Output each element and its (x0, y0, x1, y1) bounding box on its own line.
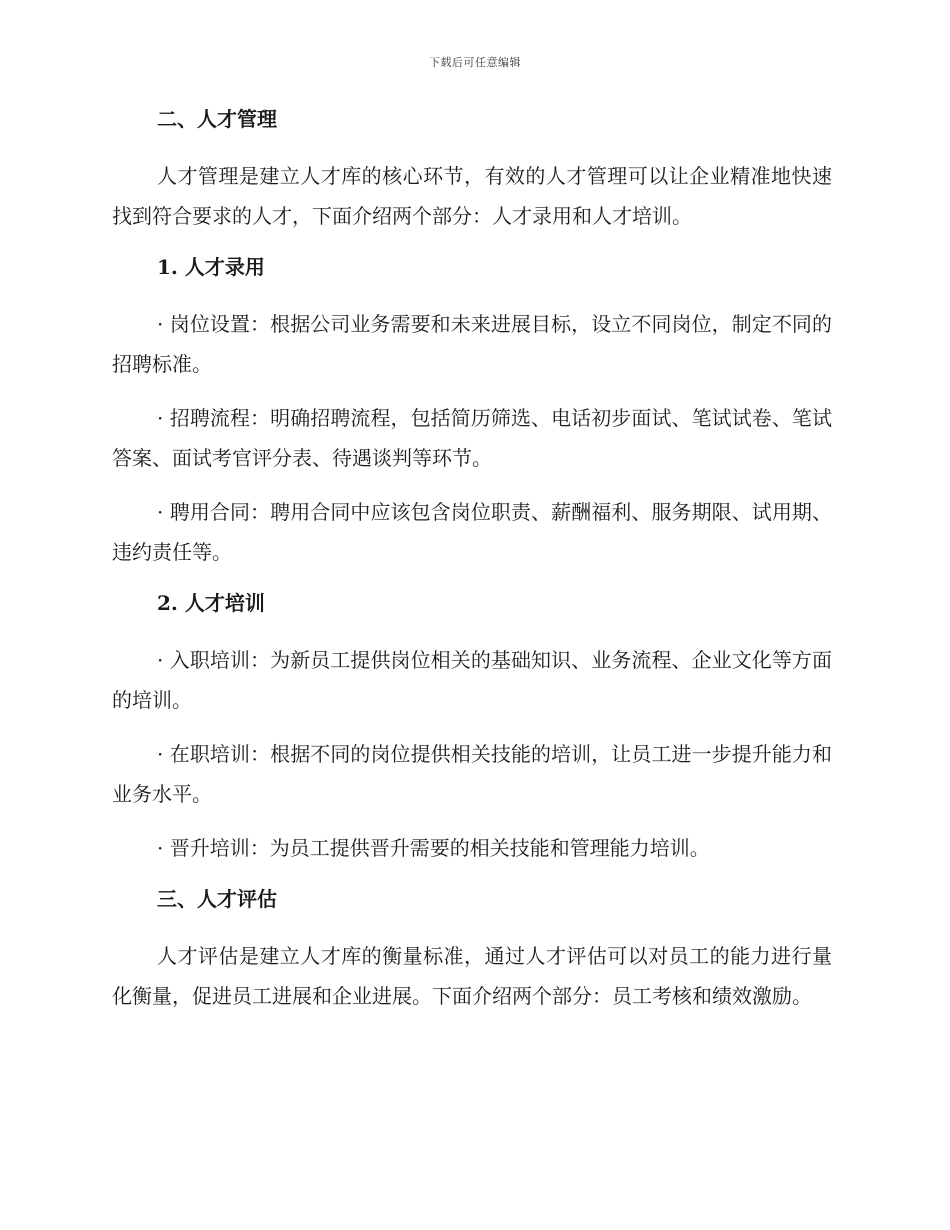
section-intro-talent-management: 人才管理是建立人才库的核心环节，有效的人才管理可以让企业精准地快速找到符合要求的人才，下面介绍两个部分：人才录用和人才培训。 (112, 164, 832, 228)
subsection-heading-training: 2. 人才培训 (157, 591, 265, 615)
bullet-item: · 晋升培训：为员工提供晋升需要的相关技能和管理能力培训。 (157, 836, 710, 860)
bullet-item: · 在职培训：根据不同的岗位提供相关技能的培训，让员工进一步提升能力和业务水平。 (112, 742, 832, 806)
document-body (112, 102, 832, 1030)
section-heading-talent-management: 二、人才管理 (157, 107, 277, 131)
bullet-item: · 聘用合同：聘用合同中应该包含岗位职责、薪酬福利、服务期限、试用期、违约责任等。 (112, 500, 832, 564)
subsection-heading-recruitment: 1. 人才录用 (157, 255, 265, 279)
section-intro-talent-evaluation: 人才评估是建立人才库的衡量标准，通过人才评估可以对员工的能力进行量化衡量，促进员工进展和企业进展。下面介绍两个部分：员工考核和绩效激励。 (112, 944, 832, 1008)
bullet-item: · 入职培训：为新员工提供岗位相关的基础知识、业务流程、企业文化等方面的培训。 (112, 648, 832, 712)
section-heading-talent-evaluation: 三、人才评估 (157, 887, 277, 911)
header-note: 下载后可任意编辑 (429, 56, 521, 69)
bullet-item: · 岗位设置：根据公司业务需要和未来进展目标，设立不同岗位，制定不同的招聘标准。 (112, 312, 832, 376)
bullet-item: · 招聘流程：明确招聘流程，包括简历筛选、电话初步面试、笔试试卷、笔试答案、面试考官评分表、待遇谈判等环节。 (112, 406, 832, 470)
